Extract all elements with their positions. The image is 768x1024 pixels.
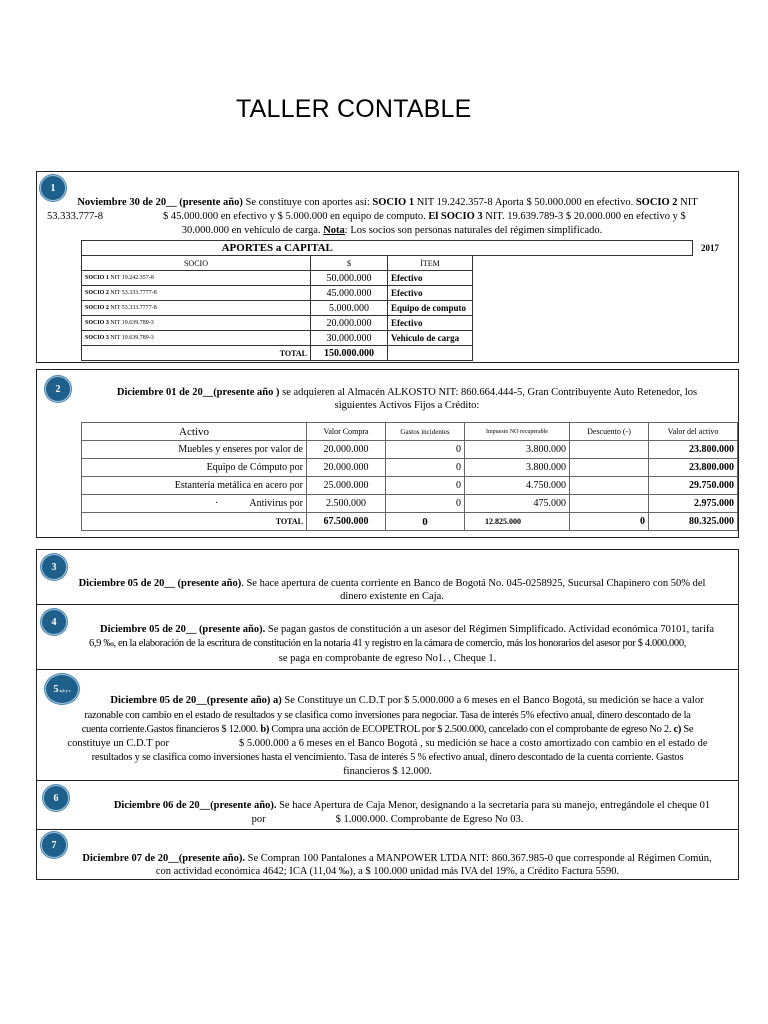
table-row: · Antivirus por 2.500.000 0 475.000 2.975.000 [82,495,738,513]
exercise-1-line-1: Noviembre 30 de 20__ (presente año) Se constituye con aportes así: SOCIO 1 NIT 19.242.357-8 Aporta $ 50.000.000 en efectivo. SOCIO 2 NIT [77,197,698,208]
table-total-row: TOTAL 150.000.000 [82,346,693,361]
exercise-4-line-2: 6,9 ‰, en la elaboración de la escritura de constitución en la notaria 41 y registro en la cámara de comercio, más los honorarios del asesor por $ 4.000.000, [89,638,686,649]
exercise-number-badge: 6 [43,785,69,811]
exercise-3-line-1: Diciembre 05 de 20__ (presente año). Se hace apertura de cuenta corriente en Banco de Bogotá No. 045-0258925, Sucursal Chapinero con 50% del [78,578,706,589]
table-row: Equipo de Cómputo por 20.000.000 0 3.800.000 23.800.000 [82,459,738,477]
table-title-row: APORTES a CAPITAL [82,241,693,256]
exercise-date: Diciembre 06 de 20__(presente año). [113,800,277,811]
exercise-2-line-1: Diciembre 01 de 20__(presente año ) se adquieren al Almacén ALKOSTO NIT: 860.664.444-5, Gran Contribuyente Auto Retenedor, los [116,387,698,398]
exercise-date: Diciembre 05 de 20__ (presente año) [78,578,242,589]
exercise-number-badge: 5 a,b y c [45,674,79,704]
page-title: TALLER CONTABLE [236,95,472,123]
exercise-date: Diciembre 05 de 20__(presente año) [110,695,271,706]
exercise-number-badge: 4 [41,609,67,635]
table-total-row: TOTAL 67.500.000 0 12.825.000 0 80.325.000 [82,513,738,531]
exercise-3 [36,549,739,606]
exercise-date: Diciembre 01 de 20__(presente año ) [116,387,280,398]
exercise-number-badge: 2 [45,376,71,402]
exercise-5-line-1: Diciembre 05 de 20__(presente año) a) Se Constituye un C.D.T por $ 5.000.000 a 6 meses en el Banco Bogotá, su medición se hace a valor [110,695,704,706]
exercise-4-line-1: Diciembre 05 de 20__ (presente año). Se pagan gastos de constitución a un asesor del Régimen Simplificado. Actividad económica 70101, tarifa [99,624,715,635]
table-row: SOCIO 1 NIT 19.242.357-8 50.000.000 Efectivo [82,271,693,286]
exercise-4 [36,604,739,671]
exercise-2-line-2: siguientes Activos Fijos a Crédito: [334,400,480,411]
table-row: SOCIO 3 NIT 19.639.789-3 30.000.000 Vehículo de carga [82,331,693,346]
exercise-4-line-3: se paga en comprobante de egreso No1. , Cheque 1. [278,653,497,664]
exercise-1 [36,171,739,363]
exercise-number-badge: 3 [41,554,67,580]
exercise-5-line-2: razonable con cambio en el estado de resultados y se clasifica como inversiones para negociar. Tasa de interés 5% efectivo anual, dinero descontado de la [84,710,691,721]
exercise-date: Diciembre 07 de 20__(presente año). [82,853,246,864]
exercise-6-line-1: Diciembre 06 de 20__(presente año). Se hace Apertura de Caja Menor, designando a la secretaria para su manejo, entregándole el cheque 01 [113,800,711,811]
exercise-2 [36,369,739,538]
exercise-date: Noviembre 30 de 20__ (presente año) [77,197,243,208]
activos-table [81,422,738,531]
exercise-6-line-2: por $ 1.000.000. Comprobante de Egreso No 03. [251,814,524,825]
table-row: Estantería metálica en acero por 25.000.000 0 4.750.000 29.750.000 [82,477,738,495]
exercise-3-line-2: dinero existente en Caja. [340,591,444,602]
exercise-5-line-3: cuenta corriente.Gastos financieros $ 12.000. b) Compra una acción de ECOPETROL por $ 2.500.000, cancelado con el comprobante de egreso No 2. c) Se [81,724,694,735]
exercise-5-line-4: constituye un C.D.T por $ 5.000.000 a 6 meses en el Banco Bogotá , su medición se hace a costo amortizado con cambio en el estado de [67,738,708,749]
exercise-5-line-5: resultados y se clasifica como inversiones hasta el vencimiento. Tasa de interés 5 % efectivo anual, dinero descontado de la cuenta corriente. Gastos [91,752,684,763]
exercise-1-line-2: 53.333.777-8 $ 45.000.000 en efectivo y $ 5.000.000 en equipo de computo. El SOCIO 3 NIT. 19.639.789-3 $ 20.000.000 en efectivo y $ [47,211,686,222]
aportes-table [81,240,693,361]
exercise-5-line-6: financieros $ 12.000. [343,766,432,777]
table-row: SOCIO 3 NIT 19.639.789-3 20.000.000 Efectivo [82,316,693,331]
table-row: SOCIO 2 NIT 53.333.7777-8 45.000.000 Efectivo [82,286,693,301]
exercise-6 [36,780,739,831]
exercise-7-line-2: con actividad económica 4642; ICA (11,04 ‰), a $ 100.000 unidad más IVA del 19%, a Crédito Factura 5590. [155,866,620,877]
exercise-date: Diciembre 05 de 20__ (presente año). [99,624,266,635]
exercise-7 [36,829,739,880]
year-label: 2017 [701,243,719,253]
exercise-number-badge: 1 [40,175,66,201]
exercise-number-badge: 7 [41,832,67,858]
table-header-row: Activo Valor Compra Gastos incidentes Impuesto NO recuperable Descuento (-) Valor del activo [82,423,738,441]
exercise-1-line-3: 30.000.000 en vehículo de carga. Nota: Los socios son personas naturales del régimen simplificado. [181,225,603,236]
exercise-7-line-1: Diciembre 07 de 20__(presente año). Se Compran 100 Pantalones a MANPOWER LTDA NIT: 860.367.985-0 que corresponde al Régimen Común, [82,853,712,864]
table-row: Muebles y enseres por valor de 20.000.000 0 3.800.000 23.800.000 [82,441,738,459]
exercise-5 [36,669,739,782]
table-header-row: SOCIO $ ÍTEM [82,256,693,271]
table-row: SOCIO 2 NIT 53.333.7777-8 5.000.000 Equipo de computo [82,301,693,316]
